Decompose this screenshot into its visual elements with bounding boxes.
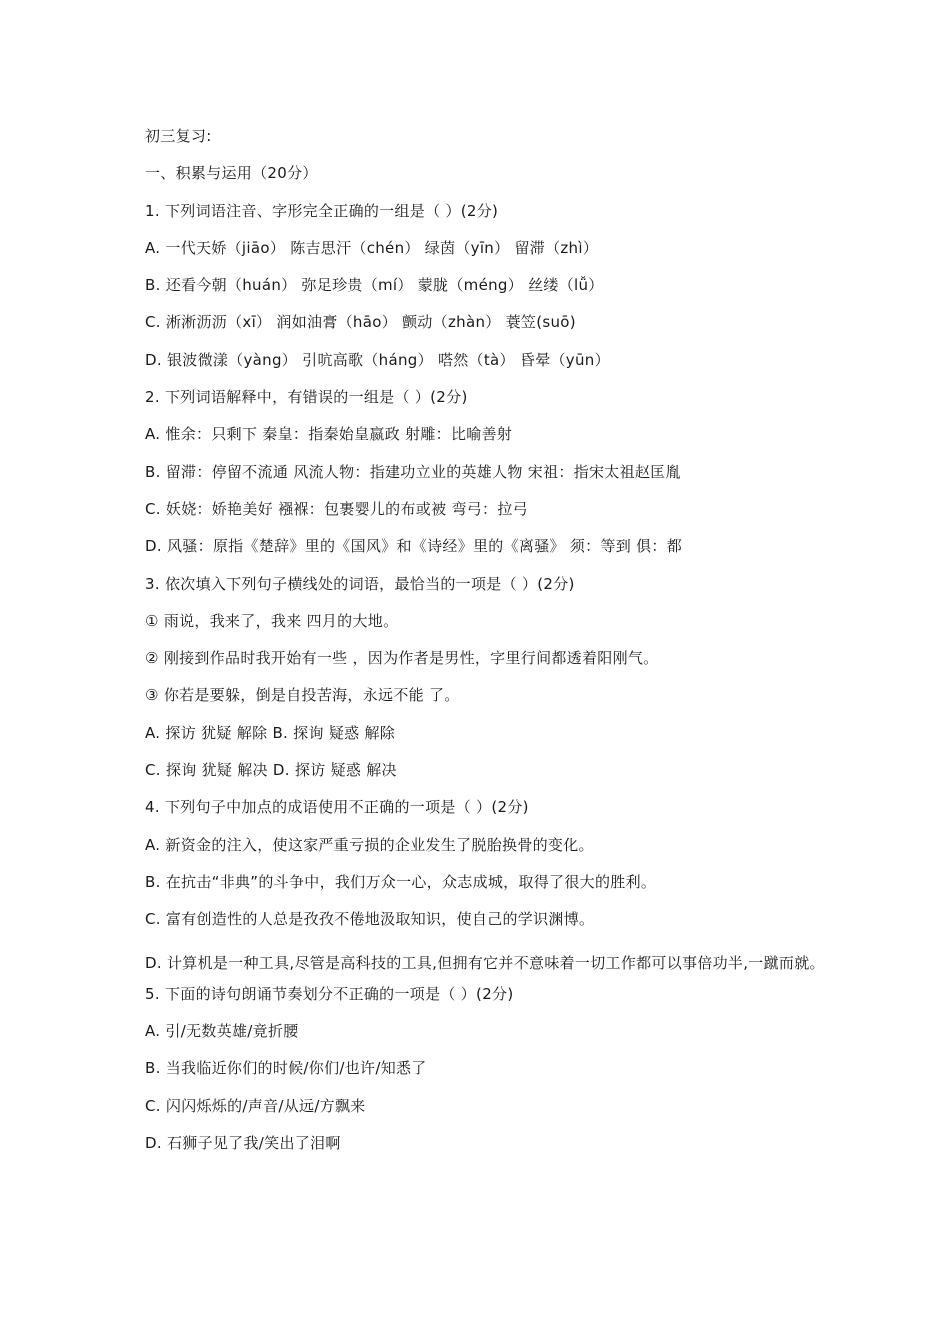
question-2-option-a: A. 惟余：只剩下 秦皇：指秦始皇嬴政 射雕：比喻善射 [145,425,513,444]
section-title: 一、积累与运用（20分） [145,164,318,183]
document-body [145,124,825,1168]
question-1-option-b: B. 还看今朝（huán） 弥足珍贵（mí） 蒙胧（méng） 丝缕（lǚ） [145,276,604,295]
question-2-option-b: B. 留滞：停留不流通 风流人物：指建功立业的英雄人物 宋祖：指宋太祖赵匡胤 [145,462,681,481]
question-4-option-c: C. 富有创造性的人总是孜孜不倦地汲取知识，使自己的学识渊博。 [145,910,595,929]
question-4: 4. 下列句子中加点的成语使用不正确的一项是（ ）(2分) [145,798,529,817]
question-1-option-a: A. 一代天娇（jiāo） 陈吉思汗（chén） 绿茵（yīn） 留滞（zhì） [145,238,599,257]
question-2: 2. 下列词语解释中，有错误的一组是（ ）(2分) [145,388,468,407]
question-3-sentence-2: ② 刚接到作品时我开始有一些 ，因为作者是男性，字里行间都透着阳刚气。 [145,649,659,668]
question-5-option-a: A. 引/无数英雄/竟折腰 [145,1022,299,1041]
question-3-sentence-3: ③ 你若是要躲，倒是自投苦海，永远不能 了。 [145,686,460,705]
question-1-option-d: D. 银波微漾（yàng） 引吭高歌（háng） 嗒然（tà） 昏晕（yūn） [145,350,610,369]
question-4-option-a: A. 新资金的注入，使这家严重亏损的企业发生了脱胎换骨的变化。 [145,835,594,854]
question-1: 1. 下列词语注音、字形完全正确的一组是（ ）(2分) [145,201,499,220]
document-heading: 初三复习: [145,127,212,145]
question-5-option-b: B. 当我临近你们的时候/你们/也许/知悉了 [145,1059,427,1078]
question-3: 3. 依次填入下列句子横线处的词语，最恰当的一项是（ ）(2分) [145,574,575,593]
question-5-option-c: C. 闪闪烁烁的/声音/从远/方飘来 [145,1096,366,1115]
question-4-option-d: D. 计算机是一种工具,尽管是高科技的工具,但拥有它并不意味着一切工作都可以事倍功半,一蹴而就。 [145,953,825,972]
question-5-option-d: D. 石狮子见了我/笑出了泪啊 [145,1134,341,1153]
question-5: 5. 下面的诗句朗诵节奏划分不正确的一项是（ ）(2分) [145,984,514,1003]
question-3-sentence-1: ① 雨说，我来了，我来 四月的大地。 [145,611,399,630]
question-2-option-c: C. 妖娆：娇艳美好 襁褓：包裹婴儿的布或被 弯弓：拉弓 [145,499,528,518]
question-4-option-b: B. 在抗击“非典”的斗争中，我们万众一心，众志成城，取得了很大的胜利。 [145,872,657,891]
question-2-option-d: D. 风骚：原指《楚辞》里的《国风》和《诗经》里的《离骚》 须：等到 俱：都 [145,537,683,556]
question-3-options-ab: A. 探访 犹疑 解除 B. 探询 疑惑 解除 [145,723,396,742]
question-3-options-cd: C. 探询 犹疑 解决 D. 探访 疑惑 解决 [145,761,397,780]
question-1-option-c: C. 淅淅沥沥（xī） 润如油膏（hāo） 颤动（zhàn） 蓑笠(suō) [145,313,576,332]
